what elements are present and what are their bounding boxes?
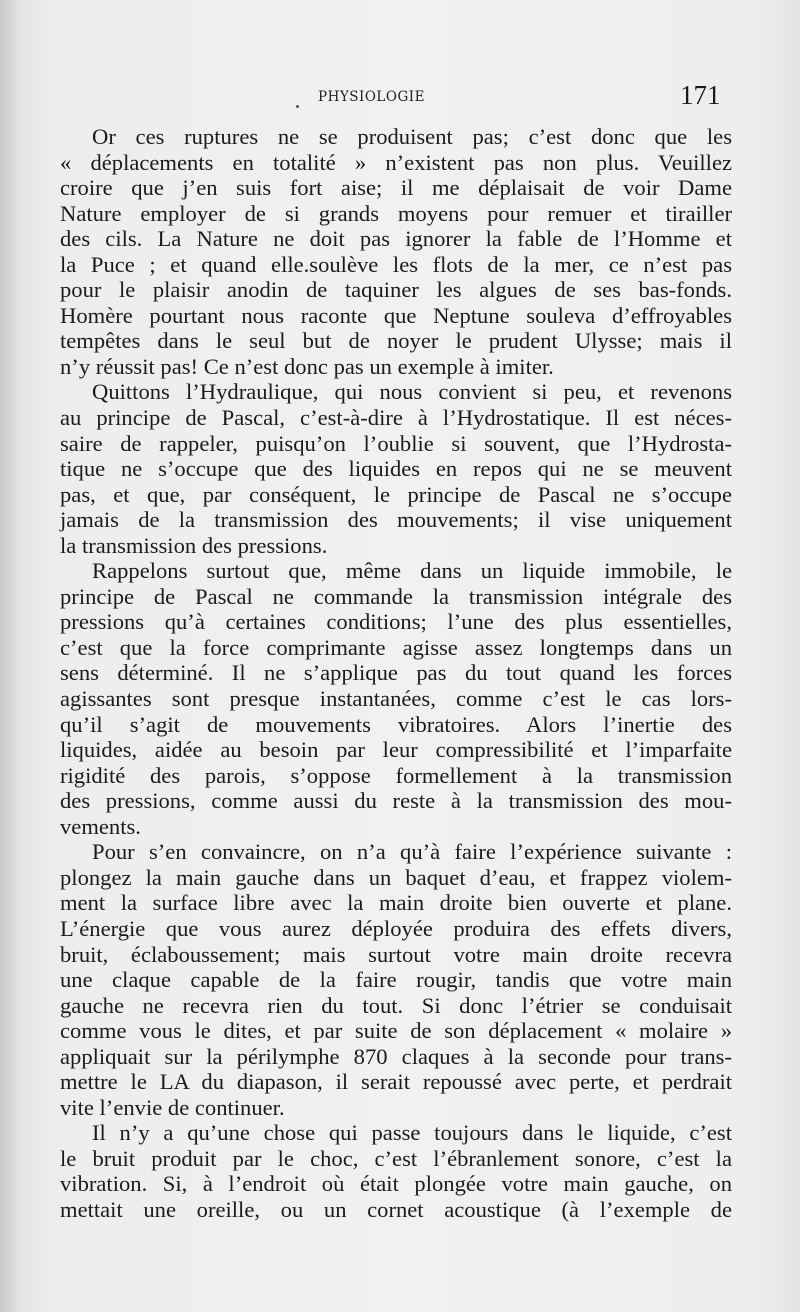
body-text [60,124,732,1223]
text-line: agissantes sont presque instantanées, comme c’est le cas lors- [60,686,732,712]
text-line: Quittons l’Hydraulique, qui nous convient si peu, et revenons [92,379,732,405]
text-line: gauche ne recevra rien du tout. Si donc l’étrier se conduisait [60,992,732,1018]
text-line: jamais de la transmission des mouvements; il vise uniquement [60,507,732,533]
paragraph [60,558,732,839]
text-line: principe de Pascal ne commande la transmission intégrale des [60,583,732,609]
text-line: des pressions, comme aussi du reste à la transmission des mou- [60,788,732,814]
text-line: vements. [60,813,141,839]
text-line: sens déterminé. Il ne s’applique pas du tout quand les forces [60,660,732,686]
text-line: Or ces ruptures ne se produisent pas; c’est donc que les [92,124,732,149]
text-line: vite l’envie de continuer. [60,1094,285,1120]
page-number: 171 [680,80,721,110]
text-line: liquides, aidée au besoin par leur compressibilité et l’imparfaite [60,737,732,763]
text-line: croire que j’en suis fort aise; il me déplaisait de voir Dame [60,175,732,201]
text-line: Nature employer de si grands moyens pour remuer et tirailler [60,200,732,226]
text-line: Il n’y a qu’une chose qui passe toujours dans le liquide, c’est [92,1120,732,1146]
text-line: « déplacements en totalité » n’existent pas non plus. Veuillez [60,149,732,175]
text-line: appliquait sur la périlymphe 870 claques à la seconde pour trans- [60,1043,732,1069]
paragraph [60,839,732,1120]
text-line: bruit, éclaboussement; mais surtout votre main droite recevra [60,941,732,967]
text-line: L’énergie que vous aurez déployée produira des effets divers, [60,915,732,941]
text-line: Rappelons surtout que, même dans un liquide immobile, le [92,558,732,584]
text-line: ment la surface libre avec la main droite bien ouverte et plane. [60,890,732,916]
text-line: une claque capable de la faire rougir, tandis que votre main [60,967,732,993]
text-line: n’y réussit pas! Ce n’est donc pas un exemple à imiter. [60,353,554,379]
text-line: au principe de Pascal, c’est-à-dire à l’Hydrostatique. Il est néces- [60,405,732,431]
text-line: tique ne s’occupe que des liquides en repos qui ne se meuvent [60,456,732,482]
running-head-title: PHYSIOLOGIE [318,89,425,105]
running-head [0,0,800,120]
text-line: le bruit produit par le choc, c’est l’ébranlement sonore, c’est la [60,1145,732,1171]
print-speck [296,105,299,108]
text-line: pressions qu’à certaines conditions; l’une des plus essentielles, [60,609,732,635]
text-line: c’est que la force comprimante agisse assez longtemps dans un [60,634,732,660]
text-line: qu’il s’agit de mouvements vibratoires. Alors l’inertie des [60,711,732,737]
text-line: Homère pourtant nous raconte que Neptune souleva d’effroyables [60,302,732,328]
text-line: vibration. Si, à l’endroit où était plongée votre main gauche, on [60,1171,732,1197]
gutter-shadow [0,0,18,1312]
text-line: la transmission des pressions. [60,532,328,558]
text-line: pour le plaisir anodin de taquiner les algues de ses bas-fonds. [60,277,732,303]
text-line: des cils. La Nature ne doit pas ignorer la fable de l’Homme et [60,226,732,252]
text-line: tempêtes dans le seul but de noyer le prudent Ulysse; mais il [60,328,732,354]
text-line: la Puce ; et quand elle.soulève les flots de la mer, ce n’est pas [60,251,732,277]
paragraph [60,124,732,379]
text-line: rigidité des parois, s’oppose formellement à la transmission [60,762,732,788]
text-line: plongez la main gauche dans un baquet d’eau, et frappez violem- [60,864,732,890]
text-line: saire de rappeler, puisqu’on l’oublie si souvent, que l’Hydrosta- [60,430,732,456]
text-line: comme vous le dites, et par suite de son déplacement « molaire » [60,1018,732,1044]
paragraph [60,379,732,558]
text-line: pas, et que, par conséquent, le principe de Pascal ne s’occupe [60,481,732,507]
text-line: Pour s’en convaincre, on n’a qu’à faire l’expérience suivante : [92,839,732,865]
text-line: mettre le LA du diapason, il serait repoussé avec perte, et perdrait [60,1069,732,1095]
text-line: mettait une oreille, ou un cornet acoustique (à l’exemple de [60,1196,732,1222]
paragraph [60,1120,732,1222]
